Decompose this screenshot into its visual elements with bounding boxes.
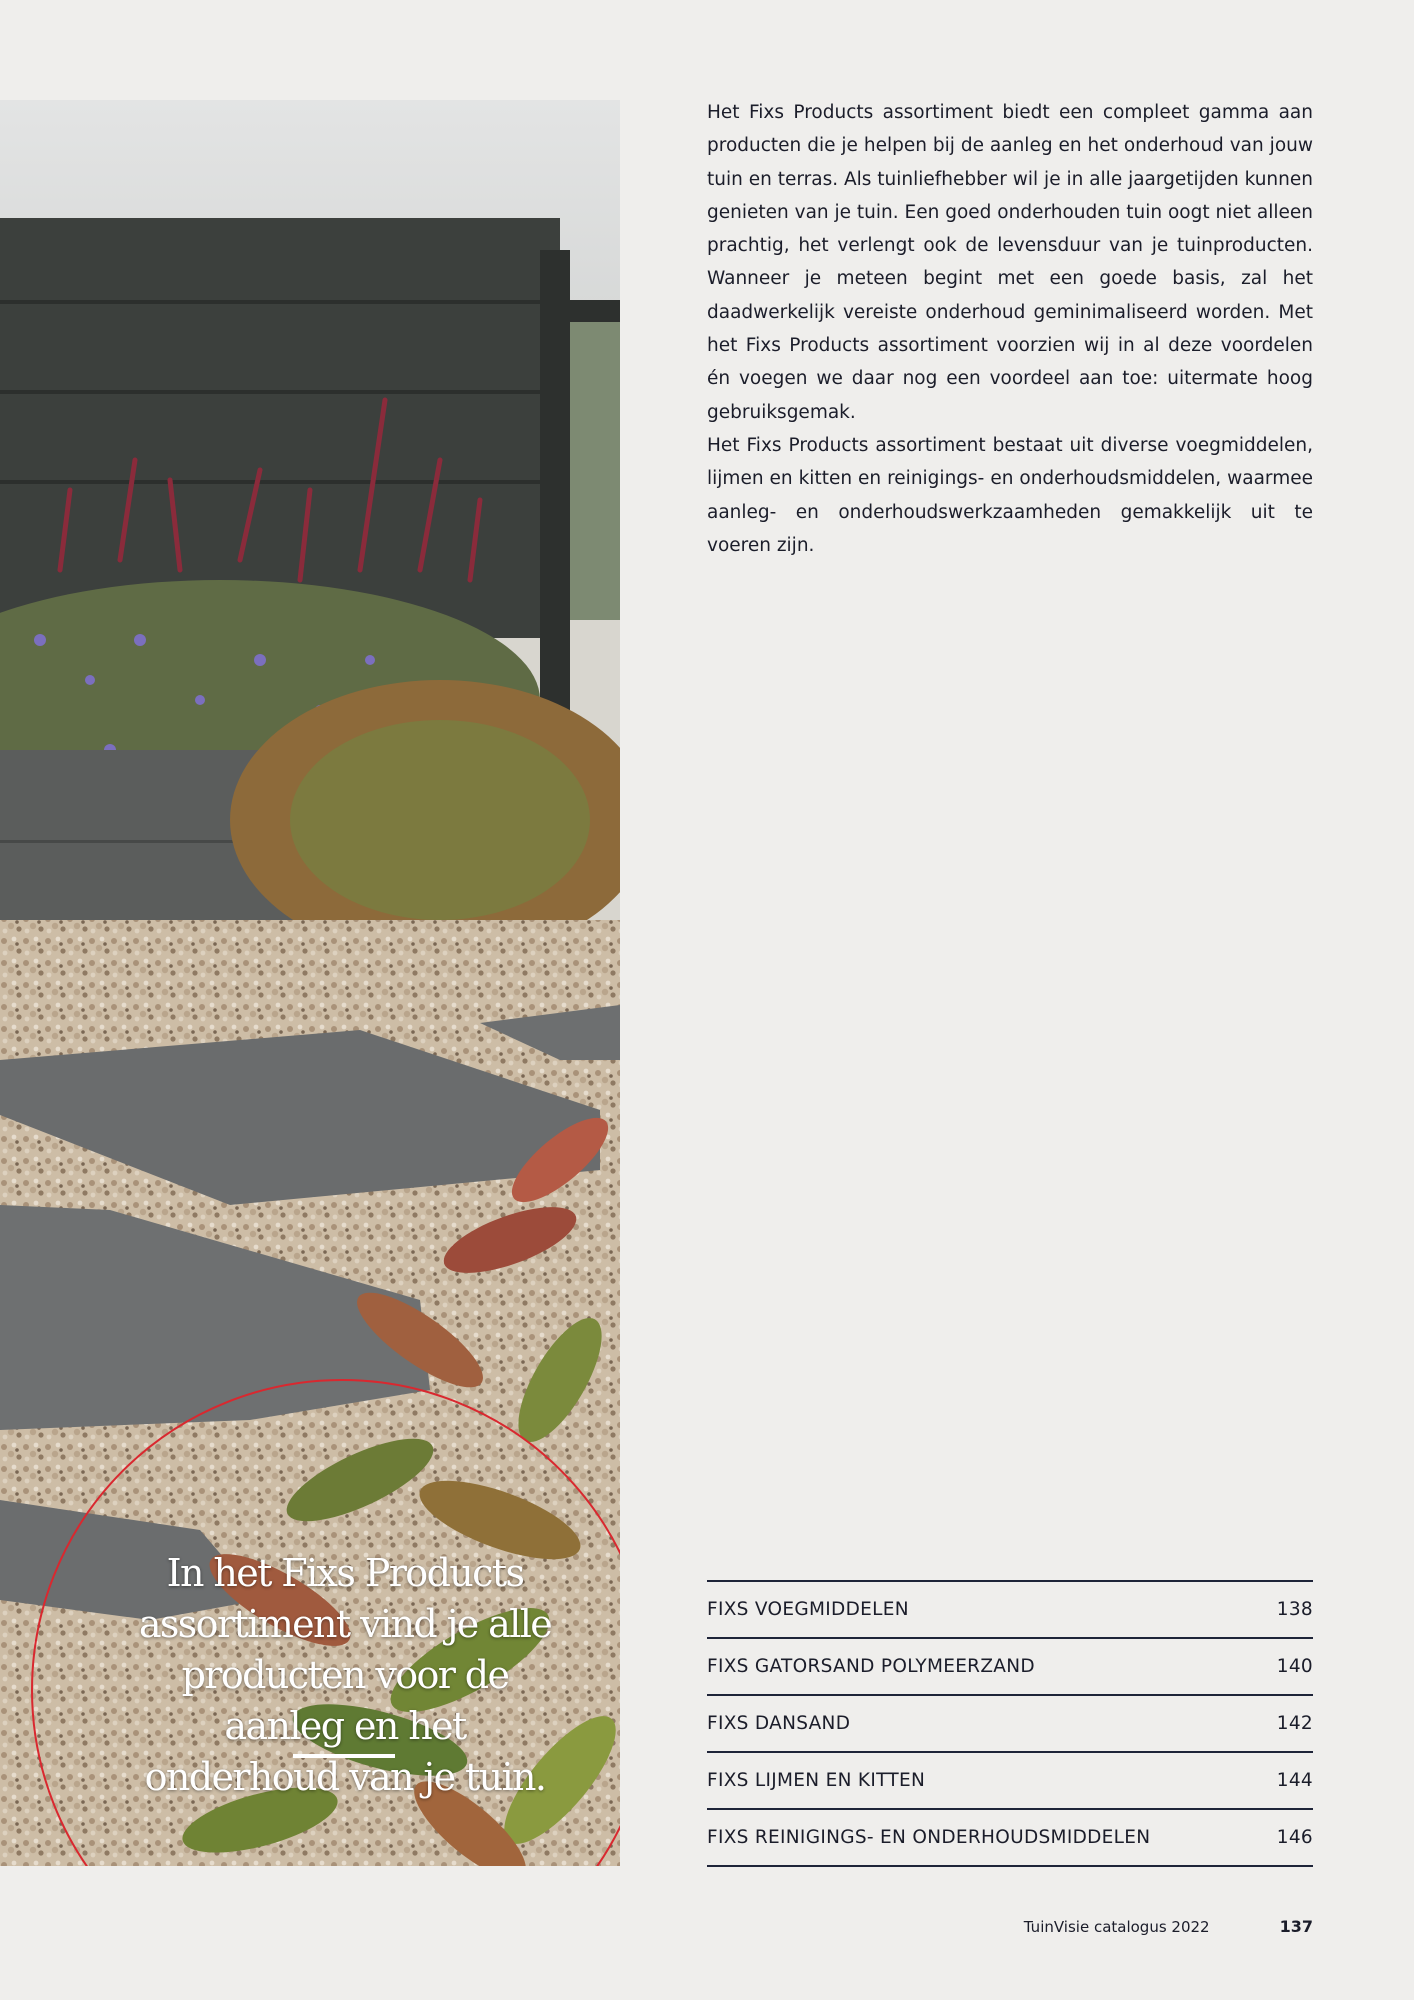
contents-item-label: FIXS VOEGMIDDELEN bbox=[707, 1599, 909, 1620]
contents-item[interactable] bbox=[707, 1639, 1313, 1696]
contents-item-page: 142 bbox=[1276, 1713, 1313, 1734]
contents-item[interactable] bbox=[707, 1810, 1313, 1867]
garden-photo bbox=[0, 100, 620, 1866]
page-footer bbox=[1024, 1917, 1313, 1936]
contents-item-label: FIXS LIJMEN EN KITTEN bbox=[707, 1770, 926, 1791]
contents-item-page: 140 bbox=[1276, 1656, 1313, 1677]
contents-item-page: 144 bbox=[1276, 1770, 1313, 1791]
contents-item-label: FIXS GATORSAND POLYMEERZAND bbox=[707, 1656, 1035, 1677]
contents-item-page: 138 bbox=[1276, 1599, 1313, 1620]
contents-item-label: FIXS DANSAND bbox=[707, 1713, 851, 1734]
contents-list bbox=[707, 1580, 1313, 1867]
contents-item-label: FIXS REINIGINGS- EN ONDERHOUDSMIDDELEN bbox=[707, 1827, 1151, 1848]
contents-item[interactable] bbox=[707, 1582, 1313, 1639]
contents-item[interactable] bbox=[707, 1696, 1313, 1753]
page-number: 137 bbox=[1279, 1917, 1313, 1936]
publication-title: TuinVisie catalogus 2022 bbox=[1023, 1918, 1210, 1936]
intro-paragraph: Het Fixs Products assortiment biedt een compleet gamma aan producten die je helpen bij de aanleg en het onderhoud van jouw tuin en terras. Als tuinliefhebber wil je in alle jaargetijden kunnen genieten van je tuin. Een goed onderhouden tuin oogt niet alleen prachtig, het verlengt ook de levensduur van je tuinproducten. Wanneer je meteen begint met een goede basis, zal het daadwerkelijk vereiste onderhoud geminimaliseerd worden. Met het Fixs Products assortiment voorzien wij in al deze voordelen én voegen we daar nog een voordeel aan toe: uitermate hoog gebruiksgemak. bbox=[707, 102, 1313, 423]
contents-item[interactable] bbox=[707, 1753, 1313, 1810]
intro-paragraph: Het Fixs Products assortiment bestaat uit diverse voegmiddelen, lijmen en kitten en reinigings- en onderhoudsmiddelen, waarmee aanleg- en onderhoudswerkzaamheden gemakkelijk uit te voeren zijn. bbox=[707, 434, 1313, 556]
intro-text bbox=[707, 96, 1313, 562]
contents-item-page: 146 bbox=[1276, 1827, 1313, 1848]
pull-quote: In het Fixs Products assortiment vind je alle producten voor de aanleg en het onderhoud van je tuin. bbox=[138, 1551, 552, 1799]
